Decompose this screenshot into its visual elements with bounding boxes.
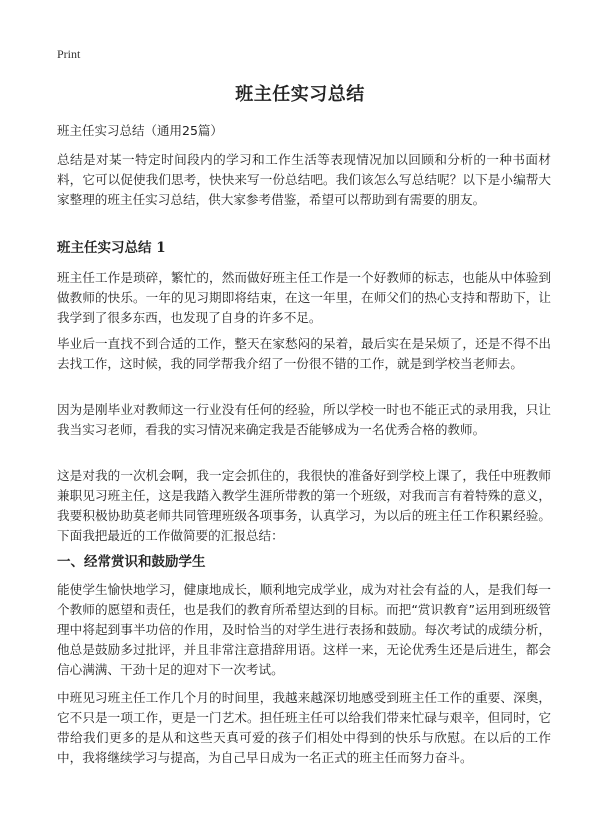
sub-heading: 一、经常赏识和鼓励学生 [57,554,206,570]
body-paragraph-1: 班主任工作是琐碎，繁忙的，然而做好班主任工作是一个好教师的标志，也能从中体验到做教师的快乐。一年的见习期即将结束，在这一年里，在师父们的热心支持和帮助下，让我学到了很多东西，也发现了自身的许多不足。 [57,270,551,325]
body-paragraph-2: 毕业后一直找不到合适的工作，整天在家愁闷的呆着，最后实在是呆烦了，还是不得不出去找工作，这时候，我的同学帮我介绍了一份很不错的工作，就是到学校当老师去。 [57,336,551,371]
document-subtitle: 班主任实习总结（通用25篇） [57,123,223,138]
body-paragraph-3: 因为是刚毕业对教师这一行业没有任何的经验，所以学校一时也不能正式的录用我，只让我当实习老师，看我的实习情况来确定我是否能够成为一名优秀合格的教师。 [57,402,551,437]
section-heading: 班主任实习总结 1 [57,240,166,256]
page-title: 班主任实习总结 [235,84,365,105]
body-paragraph-4: 这是对我的一次机会啊，我一定会抓住的，我很快的准备好到学校上课了，我任中班教师兼职见习班主任，这是我踏入教学生涯所带教的第一个班级，对我而言有着特殊的意义，我要积极协助莫老师共同管理班级各项事务，认真学习，为以后的班主任工作积累经验。下面我把最近的工作做简要的汇报总结： [57,468,551,543]
intro-paragraph: 总结是对某一特定时间段内的学习和工作生活等表现情况加以回顾和分析的一种书面材料，它可以促使我们思考，快快来写一份总结吧。我们该怎么写总结呢？以下是小编帮大家整理的班主任实习总结，供大家参考借鉴，希望可以帮助到有需要的朋友。 [57,152,551,207]
body-paragraph-5: 能使学生愉快地学习，健康地成长，顺利地完成学业，成为对社会有益的人，是我们每一个教师的愿望和责任，也是我们的教育所希望达到的目标。而把“赏识教育”运用到班级管理中将起到事半功倍的作用，及时恰当的对学生进行表扬和鼓励。每次考试的成绩分析，他总是鼓励多过批评，并且非常注意措辞用语。这样一来，无论优秀生还是后进生，都会信心满满、干劲十足的迎对下一次考试。 [57,582,551,677]
print-link[interactable]: Print [57,47,81,61]
body-paragraph-6: 中班见习班主任工作几个月的时间里，我越来越深切地感受到班主任工作的重要、深奥，它不只是一项工作，更是一门艺术。担任班主任可以给我们带来忙碌与艰辛，但同时，它带给我们更多的是从和这些天真可爱的孩子们相处中得到的快乐与欣慰。在以后的工作中，我将继续学习与提高，为自己早日成为一名正式的班主任而努力奋斗。 [57,690,551,765]
